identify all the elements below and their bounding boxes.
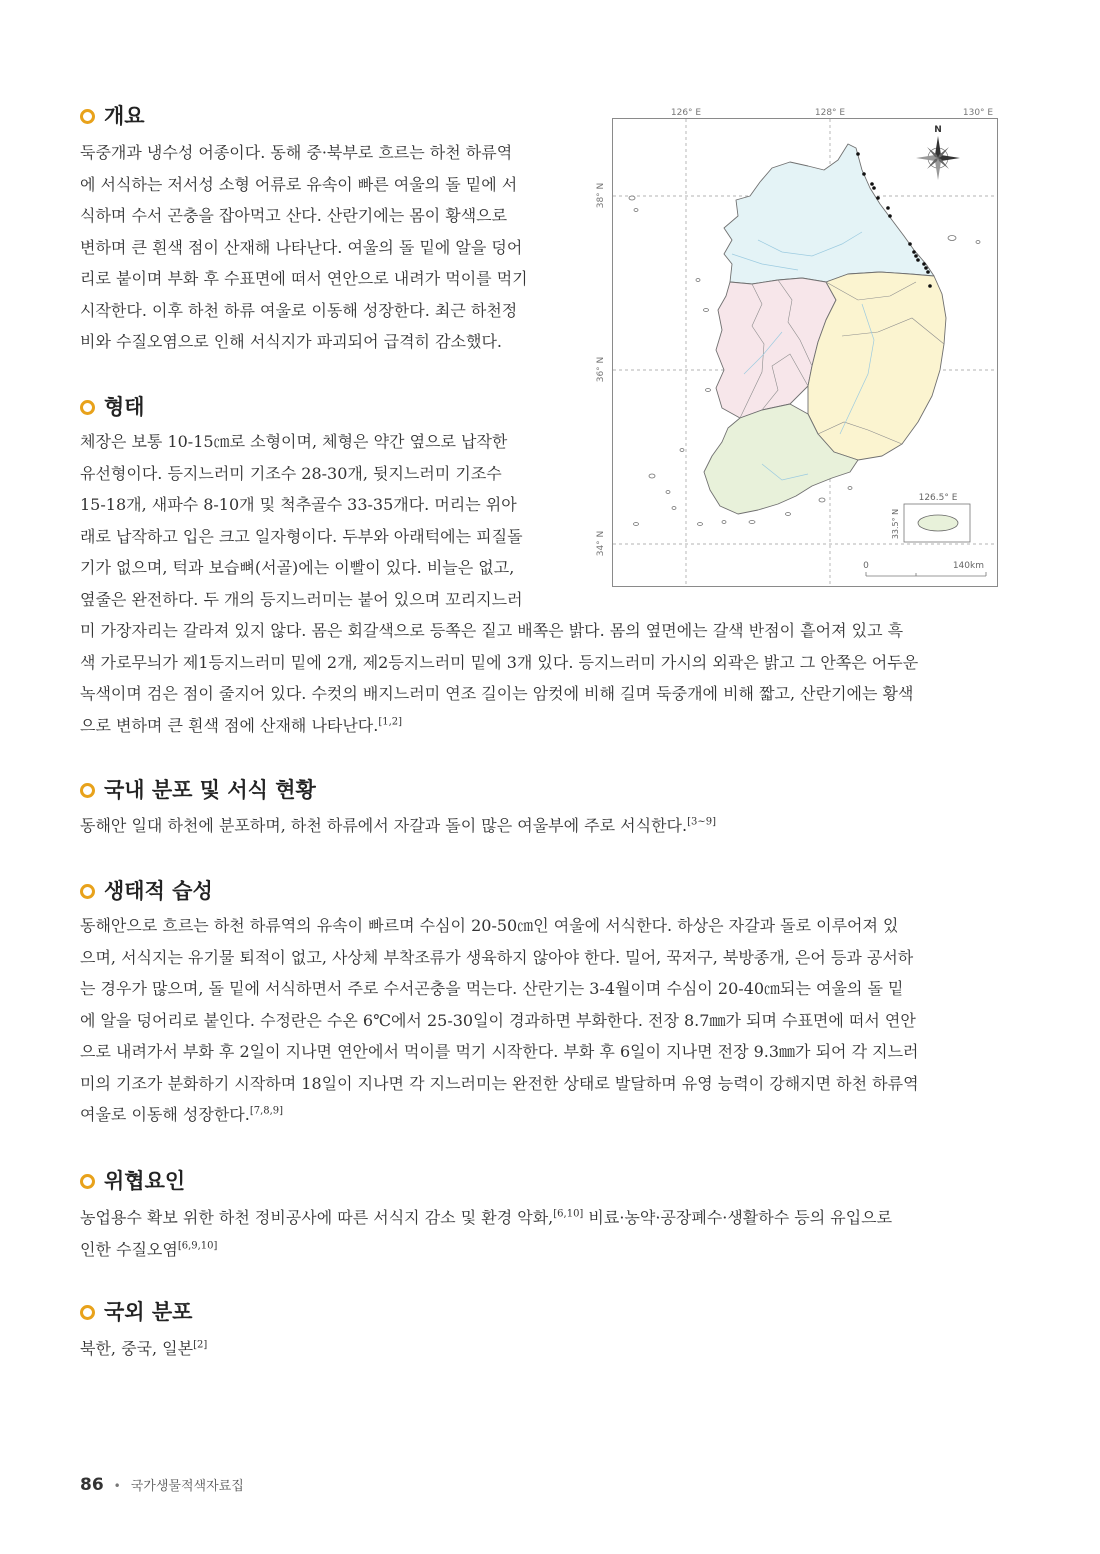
- reference-citation: [6,10]: [553, 1208, 584, 1220]
- text-line: 미의 기조가 분화하기 시작하며 18일이 지나면 각 지느러미는 완전한 상태로 발달하며 유영 능력이 강해지면 하천 하류역: [80, 1073, 919, 1093]
- text-line-content: 여울로 이동해 성장한다.: [80, 1105, 250, 1124]
- section-title: 위협요인: [104, 1169, 186, 1193]
- text-line: 변하며 큰 흰색 점이 산재해 나타난다. 여울의 돌 밑에 알을 덩어: [80, 237, 523, 257]
- text-line-content: 북한, 중국, 일본: [80, 1339, 194, 1358]
- text-line-content: 동해안 일대 하천에 분포하며, 하천 하류에서 자갈과 돌이 많은 여울부에 주로 서식한다.: [80, 816, 688, 835]
- north-label: N: [934, 125, 942, 135]
- section-heading-threats: [80, 1168, 185, 1194]
- distribution-paragraph: [80, 810, 716, 842]
- section-heading-abroad: [80, 1299, 192, 1325]
- text-line: 유선형이다. 등지느러미 기조수 28-30개, 뒷지느러미 기조수: [80, 463, 502, 483]
- circle-bullet-icon: [80, 1174, 95, 1189]
- text-line-content: 인한 수질오염: [80, 1239, 178, 1259]
- reference-citation: [1,2]: [378, 716, 403, 728]
- text-line: 둑중개과 냉수성 어종이다. 동해 중·북부로 흐르는 하천 하류역: [80, 143, 513, 162]
- inset-longitude-label: 126.5° E: [918, 493, 958, 503]
- text-line: 식하며 수서 곤충을 잡아먹고 산다. 산란기에는 몸이 황색으로: [80, 206, 508, 225]
- section-title: 형태: [104, 395, 145, 419]
- longitude-label: 128° E: [814, 108, 846, 118]
- scale-end-label: 140km: [952, 561, 984, 571]
- footer-separator: •: [113, 1479, 121, 1493]
- text-line: 시작한다. 이후 하천 하류 여울로 이동해 성장한다. 최근 하천정: [80, 300, 518, 320]
- text-line: [80, 1099, 919, 1131]
- text-line: 리로 붙이며 부화 후 수표면에 떠서 연안으로 내려가 먹이를 먹기: [80, 269, 528, 288]
- jeju-island: [918, 515, 958, 531]
- text-line: 체장은 보통 10-15㎝로 소형이며, 체형은 약간 옆으로 납작한: [80, 432, 508, 451]
- text-line: 색 가로무늬가 제1등지느러미 밑에 2개, 제2등지느러미 밑에 3개 있다. 등지느러미 가시의 외곽은 밝고 그 안쪽은 어두운: [80, 652, 919, 672]
- latitude-label: 38° N: [596, 182, 606, 209]
- text-line: 는 경우가 많으며, 돌 밑에 서식하면서 주로 수서곤충을 먹는다. 산란기는 3-4월이며 수심이 20-40㎝되는 여울의 돌 밑: [80, 979, 904, 998]
- section-heading-overview: [80, 103, 145, 129]
- text-line: 으로 내려가서 부화 후 2일이 지나면 연안에서 먹이를 먹기 시작한다. 부화 후 6일이 지나면 전장 9.3㎜가 되어 각 지느러: [80, 1042, 919, 1061]
- page-number: 86: [80, 1475, 104, 1495]
- scale-start-label: 0: [863, 561, 869, 571]
- page-footer: [80, 1475, 244, 1495]
- text-line: 으며, 서식지는 유기물 퇴적이 없고, 사상체 부착조류가 생육하지 않아야 한다. 밀어, 꾹저구, 북방종개, 은어 등과 공서하: [80, 947, 914, 967]
- text-line: [80, 1202, 892, 1234]
- section-heading-domestic-distribution: [80, 777, 316, 803]
- section-title: 개요: [104, 104, 145, 128]
- circle-bullet-icon: [80, 783, 95, 798]
- text-line: [80, 710, 918, 742]
- text-line: 미 가장자리는 갈라져 있지 않다. 몸은 회갈색으로 등쪽은 짙고 배쪽은 밝다. 몸의 옆면에는 갈색 반점이 흩어져 있고 흑: [80, 621, 904, 640]
- text-line: 기가 없으며, 턱과 보습뼈(서골)에는 이빨이 있다. 비늘은 없고,: [80, 558, 515, 577]
- text-line: [80, 810, 716, 842]
- text-line: [80, 1234, 892, 1266]
- overview-paragraph: [80, 137, 528, 358]
- longitude-label: 130° E: [962, 108, 994, 118]
- circle-bullet-icon: [80, 1305, 95, 1320]
- longitude-label: 126° E: [670, 108, 702, 118]
- reference-citation: [7,8,9]: [249, 1105, 284, 1117]
- text-line: 옆줄은 완전하다. 두 개의 등지느러미는 붙어 있으며 꼬리지느러: [80, 589, 523, 609]
- circle-bullet-icon: [80, 884, 95, 899]
- reference-citation: [3~9]: [687, 816, 716, 828]
- text-line-content: 으로 변하며 큰 흰색 점에 산재해 나타난다.: [80, 715, 379, 735]
- ecology-paragraph: [80, 910, 919, 1131]
- distribution-map: [596, 104, 998, 588]
- section-heading-ecology: [80, 878, 213, 904]
- abroad-paragraph: [80, 1333, 207, 1365]
- latitude-label: 36° N: [596, 356, 606, 383]
- section-heading-morphology: [80, 394, 145, 420]
- text-line: 래로 납작하고 입은 크고 일자형이다. 두부와 아래턱에는 피질돌: [80, 526, 523, 546]
- inset-latitude-label: 33.5° N: [891, 508, 900, 540]
- text-line: 15-18개, 새파수 8-10개 및 척추골수 33-35개다. 머리는 위아: [80, 495, 517, 514]
- text-line: 녹색이며 검은 점이 줄지어 있다. 수컷의 배지느러미 연조 길이는 암컷에 비해 길며 둑중개에 비해 짧고, 산란기에는 황색: [80, 684, 914, 703]
- circle-bullet-icon: [80, 400, 95, 415]
- text-line-content: 비료·농약·공장폐수·생활하수 등의 유입으로: [583, 1208, 893, 1227]
- book-title: 국가생물적색자료집: [130, 1479, 244, 1494]
- text-line: 에 서식하는 저서성 소형 어류로 유속이 빠른 여울의 돌 밑에 서: [80, 174, 518, 194]
- text-line: 비와 수질오염으로 인해 서식지가 파괴되어 급격히 감소했다.: [80, 332, 503, 351]
- threats-paragraph: [80, 1202, 892, 1265]
- section-title: 생태적 습성: [104, 879, 213, 903]
- text-line-content: 농업용수 확보 위한 하천 정비공사에 따른 서식지 감소 및 환경 악화,: [80, 1208, 554, 1227]
- section-title: 국외 분포: [104, 1300, 193, 1324]
- latitude-label: 34° N: [596, 530, 606, 557]
- reference-citation: [2]: [193, 1339, 208, 1351]
- section-title: 국내 분포 및 서식 현황: [104, 778, 316, 802]
- reference-citation: [6,9,10]: [177, 1240, 218, 1252]
- text-line: 에 알을 덩어리로 붙인다. 수정란은 수온 6℃에서 25-30일이 경과하면 부화한다. 전장 8.7㎜가 되며 수표면에 떠서 연안: [80, 1010, 916, 1030]
- circle-bullet-icon: [80, 109, 95, 124]
- text-line: 동해안으로 흐르는 하천 하류역의 유속이 빠르며 수심이 20-50㎝인 여울에 서식한다. 하상은 자갈과 돌로 이루어져 있: [80, 916, 899, 935]
- text-line: [80, 1333, 207, 1365]
